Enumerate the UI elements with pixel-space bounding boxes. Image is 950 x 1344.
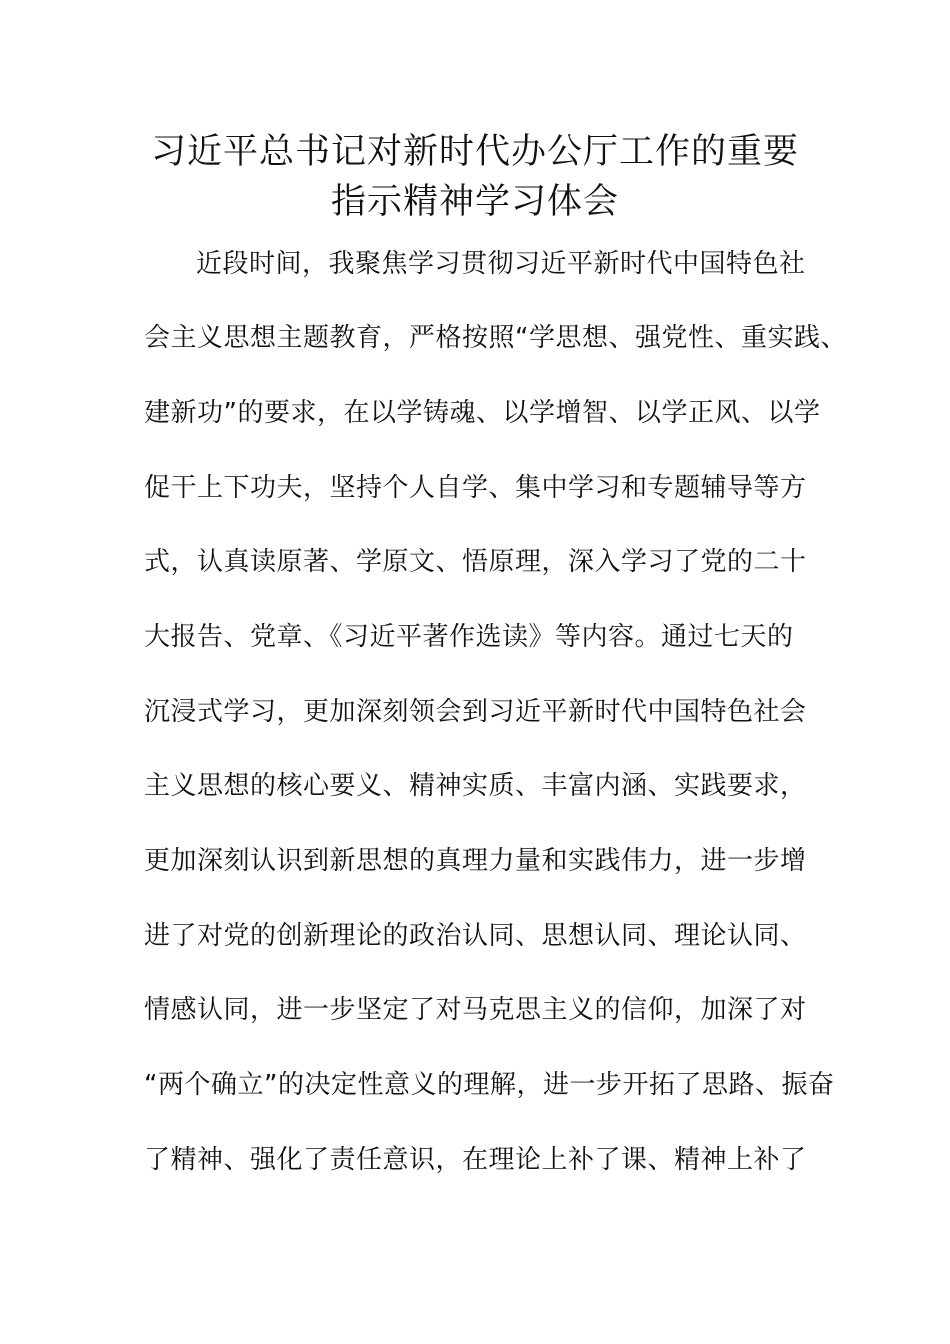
paragraph-line-9: 更加深刻认识到新思想的真理力量和实践伟力，进一步增 xyxy=(144,846,807,876)
paragraph-line-7: 沉浸式学习，更加深刻领会到习近平新时代中国特色社会 xyxy=(144,697,807,727)
paragraph-line-12: “两个确立”的决定性意义的理解，进一步开拓了思路、振奋 xyxy=(144,1070,835,1100)
paragraph-line-13: 了精神、强化了责任意识，在理论上补了课、精神上补了 xyxy=(144,1145,807,1175)
paragraph-line-5: 式，认真读原著、学原文、悟原理，深入学习了党的二十 xyxy=(144,547,807,577)
document-title-line-1: 习近平总书记对新时代办公厅工作的重要 xyxy=(150,132,799,172)
paragraph-line-4: 促干上下功夫，坚持个人自学、集中学习和专题辅导等方 xyxy=(144,473,807,503)
document-title-line-2: 指示精神学习体会 xyxy=(330,182,619,222)
paragraph-line-2: 会主义思想主题教育，严格按照“学思想、强党性、重实践、 xyxy=(144,323,847,353)
paragraph-line-11: 情感认同，进一步坚定了对马克思主义的信仰，加深了对 xyxy=(144,995,807,1025)
paragraph-line-3: 建新功”的要求，在以学铸魂、以学增智、以学正风、以学 xyxy=(144,398,821,428)
paragraph-line-8: 主义思想的核心要义、精神实质、丰富内涵、实践要求， xyxy=(144,771,807,801)
paragraph-line-10: 进了对党的创新理论的政治认同、思想认同、理论认同、 xyxy=(144,921,807,951)
paragraph-line-6: 大报告、党章、《习近平著作选读》等内容。通过七天的 xyxy=(144,622,794,652)
paragraph-line-1: 近段时间，我聚焦学习贯彻习近平新时代中国特色社 xyxy=(196,249,806,279)
